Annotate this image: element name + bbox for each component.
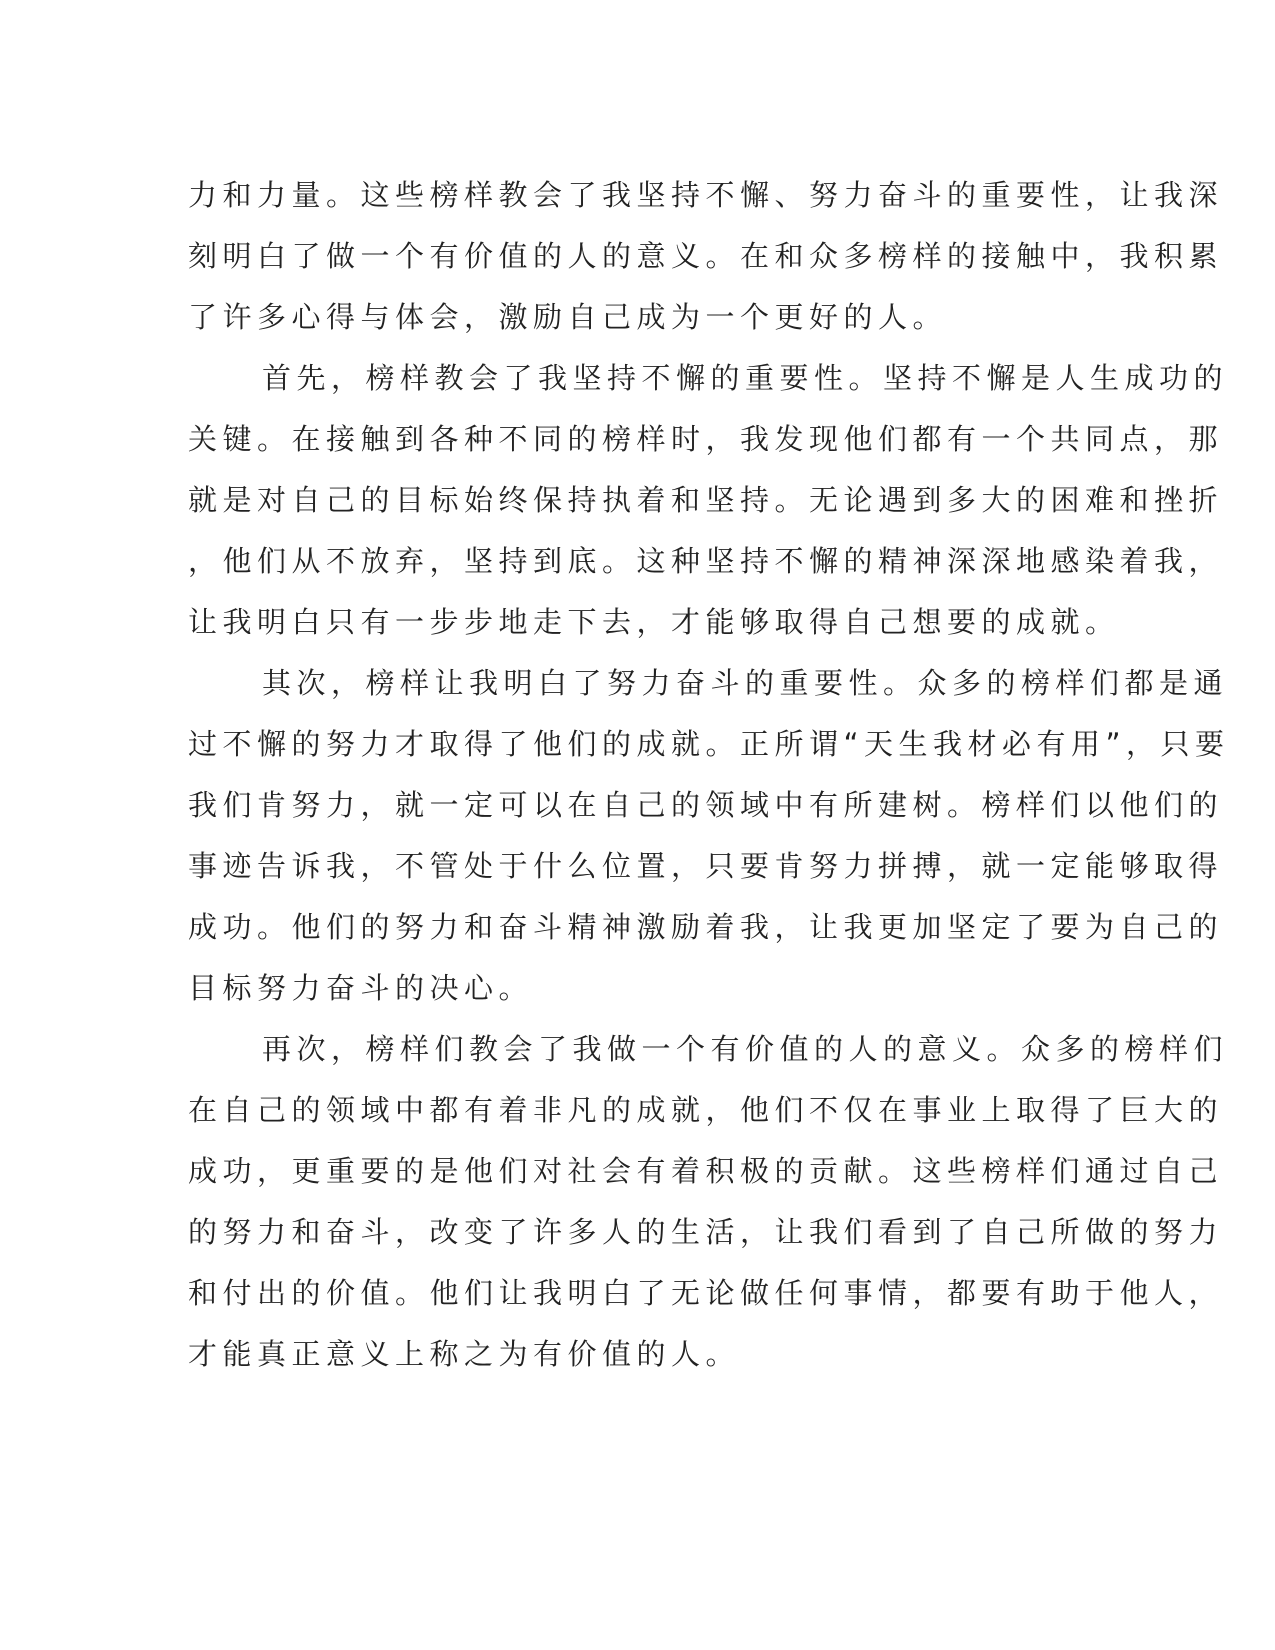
text-line: 才能真正意义上称之为有价值的人。 [188,1337,741,1371]
text-line: 让我明白只有一步步地走下去，才能够取得自己想要的成就。 [188,605,1120,639]
text-line: 在自己的领域中都有着非凡的成就，他们不仅在事业上取得了巨大的 [188,1093,1224,1127]
text-line: 成功。他们的努力和奋斗精神激励着我，让我更加坚定了要为自己的 [188,910,1224,944]
text-line: 就是对自己的目标始终保持执着和坚持。无论遇到多大的困难和挫折 [188,483,1224,517]
text-line: 成功，更重要的是他们对社会有着积极的贡献。这些榜样们通过自己 [188,1154,1224,1188]
text-line: 事迹告诉我，不管处于什么位置，只要肯努力拼搏，就一定能够取得 [188,849,1224,883]
text-line: 关键。在接触到各种不同的榜样时，我发现他们都有一个共同点，那 [188,422,1224,456]
text-line: 过不懈的努力才取得了他们的成就。正所谓“天生我材必有用”，只要 [188,727,1230,761]
text-line: 目标努力奋斗的决心。 [188,971,534,1005]
text-line: 刻明白了做一个有价值的人的意义。在和众多榜样的接触中，我积累 [188,239,1224,273]
text-line: 再次，榜样们教会了我做一个有价值的人的意义。众多的榜样们 [262,1032,1229,1066]
text-line: 其次，榜样让我明白了努力奋斗的重要性。众多的榜样们都是通 [262,666,1229,700]
text-line: 和付出的价值。他们让我明白了无论做任何事情，都要有助于他人， [188,1276,1224,1310]
text-line: 了许多心得与体会，激励自己成为一个更好的人。 [188,300,948,334]
text-line: 力和力量。这些榜样教会了我坚持不懈、努力奋斗的重要性，让我深 [188,178,1224,212]
text-line: 首先，榜样教会了我坚持不懈的重要性。坚持不懈是人生成功的 [262,361,1229,395]
document-body [188,165,1230,1385]
text-line: 我们肯努力，就一定可以在自己的领域中有所建树。榜样们以他们的 [188,788,1224,822]
text-line: 的努力和奋斗，改变了许多人的生活，让我们看到了自己所做的努力 [188,1215,1224,1249]
text-line: ，他们从不放弃，坚持到底。这种坚持不懈的精神深深地感染着我， [188,544,1224,578]
